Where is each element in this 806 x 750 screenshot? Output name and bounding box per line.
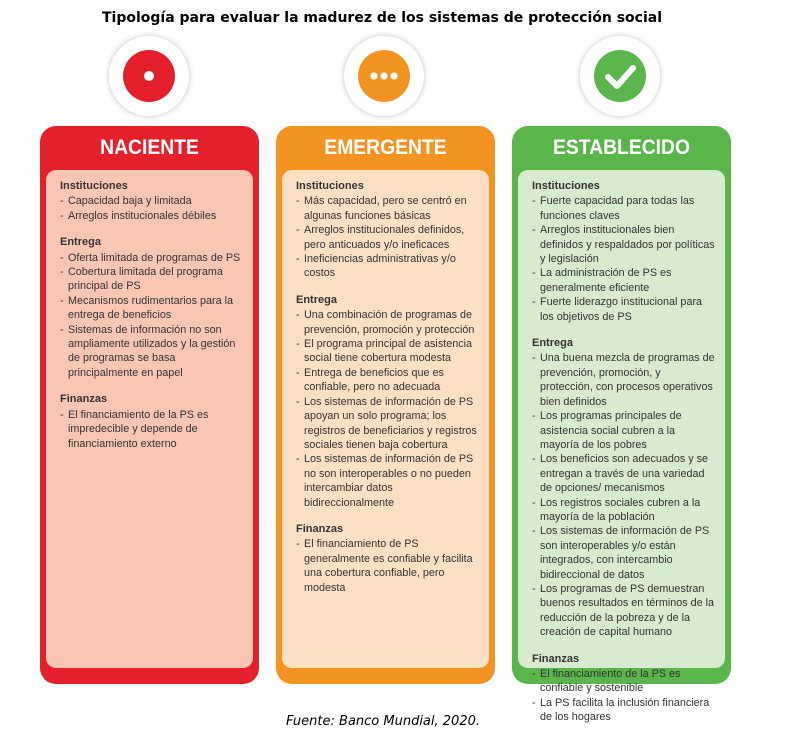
dot-icon xyxy=(123,50,175,102)
list-item: - El financiamiento de PS generalmente es confiable y facilita una cobertura confiable, pero modesta xyxy=(296,537,479,595)
list-item: - Ineficiencias administrativas y/o costos xyxy=(296,252,479,281)
ellipsis-icon xyxy=(358,50,410,102)
list-item: - Fuerte liderazgo institucional para los objetivos de PS xyxy=(532,295,715,324)
section-title: Finanzas xyxy=(60,393,108,406)
section-title: Entrega xyxy=(532,337,573,350)
checkmark-icon xyxy=(594,50,646,102)
list-item: - Oferta limitada de programas de PS xyxy=(60,251,243,265)
list-item: - El financiamiento de la PS es confiable y sostenible xyxy=(532,667,715,696)
badge-emergente-circle xyxy=(358,50,410,102)
column-emergente xyxy=(276,126,495,684)
column-header-naciente: NACIENTE xyxy=(100,136,199,159)
list-item: - El programa principal de asistencia social tiene cobertura modesta xyxy=(296,337,479,366)
list-item: - Una combinación de programas de prevención, promoción y protección xyxy=(296,308,479,337)
list-item: - Arreglos institucionales definidos, pero anticuados y/o ineficaces xyxy=(296,223,479,252)
section-entrega xyxy=(532,336,715,640)
list-item: - Arreglos institucionales bien definidos y respaldados por políticas y legislación xyxy=(532,223,715,266)
list-item: - La PS facilita la inclusión financiera de los hogares xyxy=(532,696,715,725)
list-item: - Los sistemas de información de PS son interoperables y/o están integrados, con intercambio bidireccional de datos xyxy=(532,524,715,582)
section-entrega xyxy=(60,235,243,380)
list-item: - Los registros sociales cubren a la mayoría de la población xyxy=(532,496,715,525)
section-entrega xyxy=(296,293,479,510)
section-title: Entrega xyxy=(296,293,337,306)
section-title: Instituciones xyxy=(532,180,600,192)
section-instituciones xyxy=(60,179,243,223)
list-item: - Los sistemas de información de PS apoyan un solo programa; los registros de beneficiarios y registros sociales tienen baja cobertura xyxy=(296,395,479,453)
section-instituciones xyxy=(296,179,479,281)
list-item: - Arreglos institucionales débiles xyxy=(60,209,243,223)
section-instituciones xyxy=(532,179,715,324)
section-title: Finanzas xyxy=(532,652,580,665)
column-header-establecido: ESTABLECIDO xyxy=(552,136,691,159)
list-item: - Los programas principales de asistencia social cubren a la mayoría de los pobres xyxy=(532,409,715,452)
list-item: - La administración de PS es generalmente eficiente xyxy=(532,266,715,295)
column-body-establecido xyxy=(518,170,725,724)
badge-emergente xyxy=(344,36,424,116)
list-item: - Mecanismos rudimentarios para la entrega de beneficios xyxy=(60,294,243,323)
list-item: - Los beneficios son adecuados y se entregan a través de una variedad de opciones/ mecanismos xyxy=(532,452,715,495)
column-naciente xyxy=(40,126,259,684)
list-item: - Los sistemas de información de PS no son interoperables o no pueden intercambiar datos bidireccionalmente xyxy=(296,452,479,510)
page-title: Tipología para evaluar la madurez de los sistemas de protección social xyxy=(101,10,663,26)
list-item: - Capacidad baja y limitada xyxy=(60,194,243,208)
list-item: - El financiamiento de la PS es impredecible y depende de financiamiento externo xyxy=(60,408,243,451)
column-establecido xyxy=(512,126,731,724)
list-item: - Más capacidad, pero se centró en algunas funciones básicas xyxy=(296,194,479,223)
section-title: Entrega xyxy=(60,236,101,249)
badge-establecido xyxy=(580,36,660,116)
list-item: - Los programas de PS demuestran buenos resultados en términos de la reducción de la pobreza y de la creación de capital humano xyxy=(532,582,715,640)
list-item: - Una buena mezcla de programas de prevención, promoción, y protección, con procesos operativos bien definidos xyxy=(532,351,715,409)
badge-establecido-circle xyxy=(594,50,646,102)
section-title: Instituciones xyxy=(296,180,364,192)
section-title: Finanzas xyxy=(296,522,344,535)
badge-naciente-circle xyxy=(123,50,175,102)
badge-naciente xyxy=(109,36,189,116)
source-caption: Fuente: Banco Mundial, 2020. xyxy=(285,714,480,729)
list-item: - Entrega de beneficios que es confiable, pero no adecuada xyxy=(296,366,479,395)
list-item: - Fuerte capacidad para todas las funciones claves xyxy=(532,194,715,223)
section-title: Instituciones xyxy=(60,180,128,192)
section-finanzas xyxy=(60,392,243,451)
list-item: - Sistemas de información no son ampliamente utilizados y la gestión de programas se basa principalmente en papel xyxy=(60,323,243,381)
column-body-emergente xyxy=(282,170,489,668)
list-item: - Cobertura limitada del programa principal de PS xyxy=(60,265,243,294)
section-finanzas xyxy=(296,522,479,595)
column-header-emergente: EMERGENTE xyxy=(324,136,447,159)
column-body-naciente xyxy=(46,170,253,668)
